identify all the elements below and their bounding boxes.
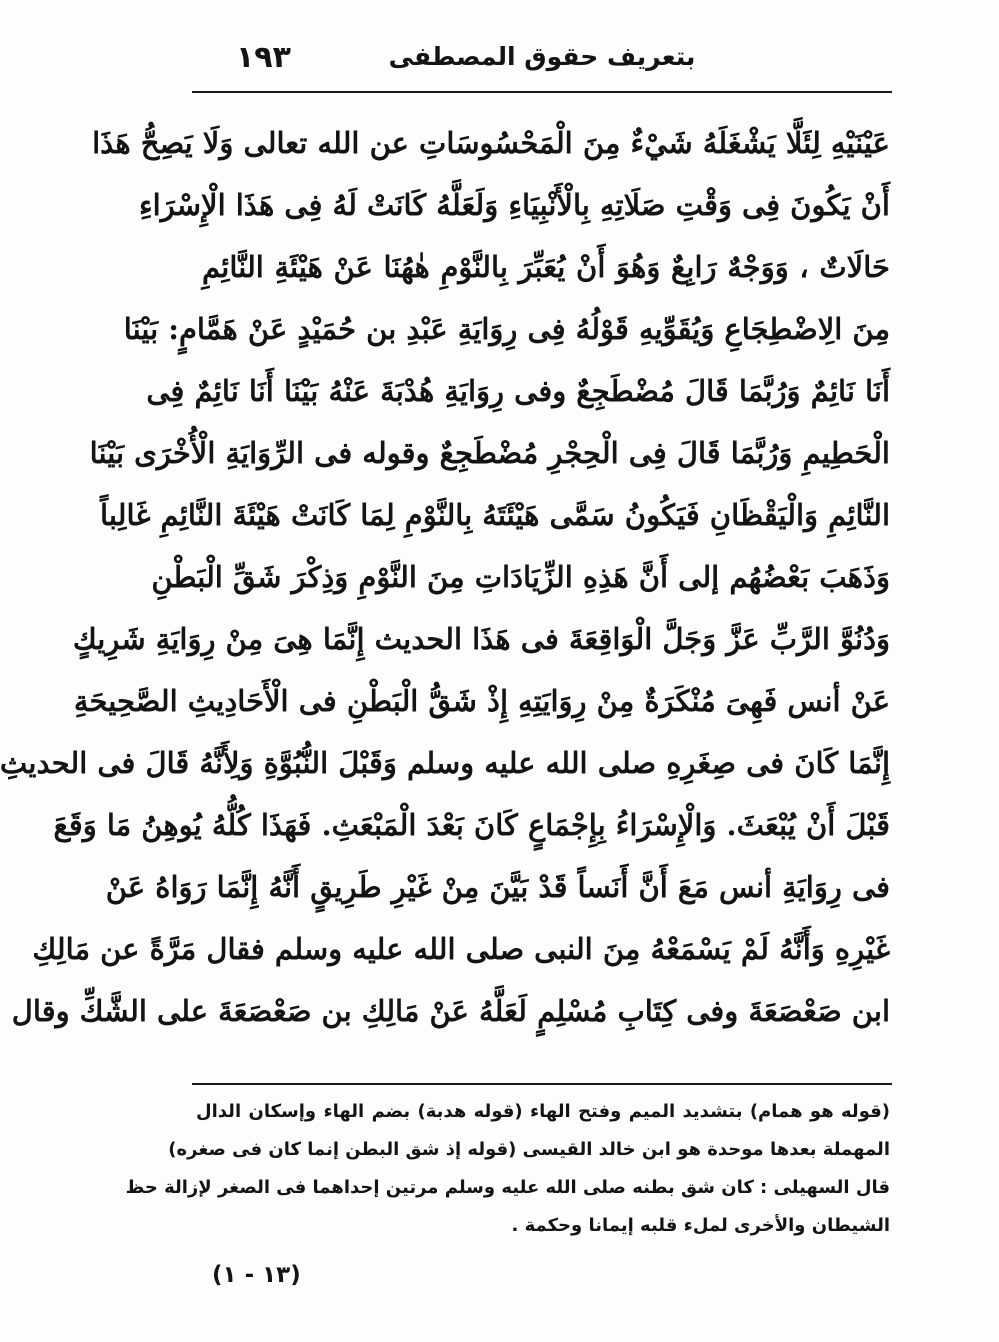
text-line-12: قَبْلَ أَنْ يُبْعَثَ. وَالْإِسْرَاءُ بِإِجْمَاعٍ كَانَ بَعْدَ الْمَبْعَثِ. فَهَذَا كُلُّهُ يُوهِنُ مَا وَقَعَ (53, 808, 890, 842)
text-line-4: مِنَ الِاضْطِجَاعِ وَيُقَوِّيهِ قَوْلُهُ فِى رِوَايَةِ عَبْدِ بن حُمَيْدٍ عَنْ هَمَّامٍ: بَيْنَا (123, 312, 890, 346)
text-line-3: حَالَاتٌ ، وَوَجْهٌ رَابِعٌ وَهُوَ أَنْ يُعَبِّرَ بِالنَّوْمِ هٰهُنَا عَنْ هَيْئَةِ النَّائِمِ (202, 250, 890, 284)
footnotes (125, 1093, 890, 1245)
footnote-line-1: (قوله هو همام) بتشديد الميم وفتح الهاء (قوله هدبة) بضم الهاء وإسكان الدال (196, 1101, 890, 1122)
footnote-line-4: الشيطان والأخرى لملء قلبه إيمانا وحكمة . (511, 1215, 890, 1236)
text-line-14: غَيْرِهِ وَأَنَّهُ لَمْ يَسْمَعْهُ مِنَ النبى صلى الله عليه وسلم فقال مَرَّةً عن مَالِكِ (32, 932, 890, 966)
footnote-line-2: المهملة بعدها موحدة هو ابن خالد القيسى (قوله إذ شق البطن إنما كان فى صغره) (168, 1139, 890, 1160)
main-text (0, 112, 890, 1042)
text-line-15: ابن صَعْصَعَةَ وفى كِتَابِ مُسْلِمٍ لَعَلَّهُ عَنْ مَالِكِ بن صَعْصَعَةَ على الشَّكِّ وقال (11, 994, 890, 1028)
footnote-line-3: قال السهيلى : كان شق بطنه صلى الله عليه وسلم مرتين إحداهما فى الصغر لإزالة حظ (125, 1177, 890, 1198)
signature-mark: (١٣ - ١) (212, 1262, 301, 1288)
text-line-11: إِنَّمَا كَانَ فى صِغَرِهِ صلى الله عليه وسلم وَقَبْلَ النُّبُوَّةِ وَلِأَنَّهُ قَالَ فى الحديثِ (0, 746, 890, 780)
header-rule (192, 91, 892, 93)
text-line-8: وَذَهَبَ بَعْضُهُم إلى أَنَّ هَذِهِ الزِّيَادَاتِ مِنَ النَّوْمِ وَذِكْرَ شَقِّ الْبَطْنِ (151, 560, 890, 594)
text-line-1: عَيْنَيْهِ لِئَلَّا يَشْغَلَهُ شَيْءٌ مِنَ الْمَحْسُوسَاتِ عن الله تعالى وَلَا يَصِحُّ هَذَا (92, 126, 890, 160)
page-header (192, 34, 892, 84)
text-line-2: أَنْ يَكُونَ فِى وَقْتِ صَلَاتِهِ بِالْأَنْبِيَاءِ وَلَعَلَّهُ كَانَتْ لَهُ فِى هَذَا الْإِسْرَاءِ (139, 188, 890, 222)
text-line-10: عَنْ أنس فَهِىَ مُنْكَرَةٌ مِنْ رِوَايَتِهِ إِذْ شَقُّ الْبَطْنِ فى الْأَحَادِيثِ الصَّحِيحَةِ (73, 684, 890, 718)
running-title: بتعريف حقوق المصطفى (388, 42, 696, 71)
page-number: ١٩٣ (236, 40, 291, 75)
text-line-13: فى رِوَايَةِ أنس مَعَ أَنَّ أَنَساً قَدْ بَيَّنَ مِنْ غَيْرِ طَرِيقٍ أَنَّهُ إِنَّمَا رَوَاهُ عَنْ (105, 870, 890, 904)
text-line-7: النَّائِمِ وَالْيَقْظَانِ فَيَكُونُ سَمَّى هَيْئَتَهُ بِالنَّوْمِ لِمَا كَانَتْ هَيْئَةَ النَّائِمِ غَالِباً (100, 498, 890, 532)
text-line-5: أَنَا نَائِمٌ وَرُبَّمَا قَالَ مُضْطَجِعٌ وفى رِوَايَةِ هُدْبَةَ عَنْهُ بَيْنَا أَنَا نَائِمٌ فِى (146, 374, 890, 408)
text-line-9: وَدُنُوَّ الرَّبِّ عَزَّ وَجَلَّ الْوَاقِعَةَ فى هَذَا الحديث إِنَّمَا هِىَ مِنْ رِوَايَةِ شَرِيكٍ (72, 622, 890, 656)
footnote-rule (192, 1083, 892, 1085)
text-line-6: الْحَطِيمِ وَرُبَّمَا قَالَ فِى الْحِجْرِ مُضْطَجِعٌ وقوله فى الرِّوَايَةِ الْأُخْرَى بَيْنَا (89, 436, 890, 470)
